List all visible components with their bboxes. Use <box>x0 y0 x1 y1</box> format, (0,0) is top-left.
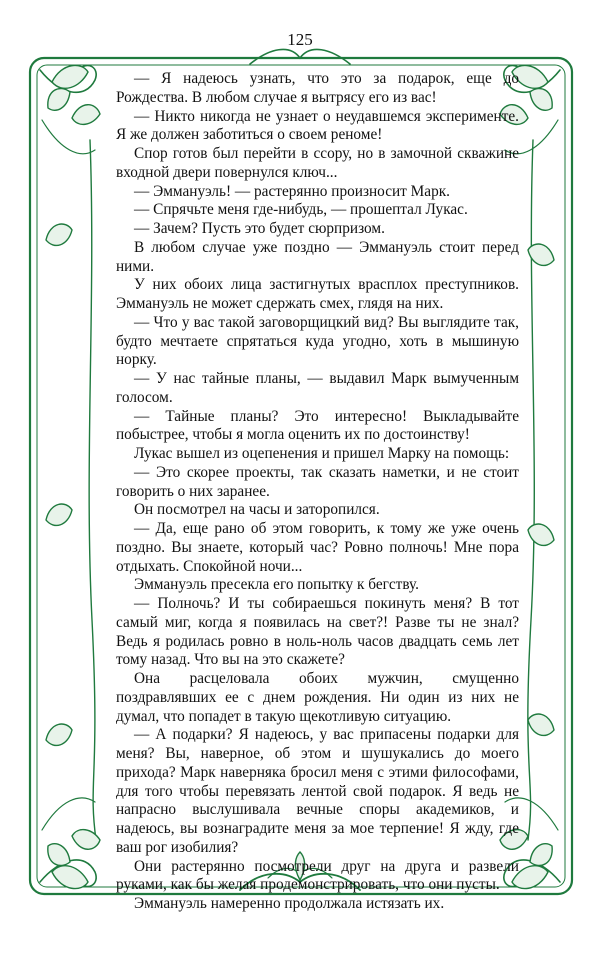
paragraph: — Это скорее проекты, так сказать наметки, и не стоит говорить о них заранее. <box>116 463 519 500</box>
paragraph: — Полночь? И ты собираешься покинуть меня? В тот самый миг, когда я появилась на свет?! Разве ты не знал? Ведь я родилась ровно в ноль-ноль часов двадцать семь лет тому назад. Что вы на это скажете? <box>116 595 519 669</box>
paragraph: Лукас вышел из оцепенения и пришел Марку на помощь: <box>134 445 510 462</box>
paragraph: — У нас тайные планы, — выдавил Марк вымученным голосом. <box>116 370 519 406</box>
paragraph: — Эммануэль! — растерянно произносит Марк. <box>134 182 450 200</box>
paragraph: Он посмотрел на часы и заторопился. <box>134 501 380 519</box>
paragraph: — Никто никогда не узнает о неудавшемся эксперименте. Я же должен заботиться о своем реноме! <box>116 107 519 144</box>
paragraph: Она расцеловала обоих мужчин, смущенно поздравлявших ее с днем рождения. Ни один из них не думал, что попадет в такую щекотливую ситуацию. <box>116 670 519 725</box>
paragraph: — Я надеюсь узнать, что это за подарок, еще до Рождества. В любом случае я вытрясу его из вас! <box>116 70 519 106</box>
body-text <box>116 70 519 914</box>
paragraph: — Зачем? Пусть это будет сюрпризом. <box>134 220 385 237</box>
paragraph: Спор готов был перейти в ссору, но в замочной скважине входной двери повернулся ключ... <box>116 145 519 181</box>
paragraph: В любом случае уже поздно — Эммануэль стоит перед ними. <box>116 238 519 275</box>
paragraph: Они растерянно посмотрели друг на друга и развели руками, как бы желая продемонстрировать, что они пусты. <box>116 857 519 894</box>
page-number: 125 <box>287 30 313 49</box>
paragraph: — Да, еще рано об этом говорить, к тому же уже очень поздно. Вы знаете, который час? Ровно полночь! Мне пора отдыхать. Спокойной ночи... <box>116 520 519 575</box>
paragraph: — Что у вас такой заговорщицкий вид? Вы выглядите так, будто мечтаете спрятаться куда угодно, хоть в мышиную норку. <box>116 313 519 369</box>
paragraph: Эммануэль пресекла его попытку к бегству. <box>134 576 419 594</box>
paragraph: У них обоих лица застигнутых врасплох преступников. Эммануэль не может сдержать смех, глядя на них. <box>116 276 519 312</box>
paragraph: — А подарки? Я надеюсь, у вас припасены подарки для меня? Вы, наверное, об этом и шушукались до моего прихода? Марк наверняка бросил меня с этими философами, для того чтобы перевязать лентой свой подарок. Я ведь не напрасно выслушивала вечные споры академиков, и надеюсь, вы вознаградите меня за мое терпение! Я жду, где ваш рог изобилия? <box>116 726 519 856</box>
paragraph: — Тайные планы? Это интересно! Выкладывайте побыстрее, чтобы я могла оценить их по достоинству! <box>116 407 519 444</box>
paragraph: Эммануэль намеренно продолжала истязать их. <box>134 895 445 912</box>
paragraph: — Спрячьте меня где-нибудь, — прошептал Лукас. <box>134 201 468 219</box>
